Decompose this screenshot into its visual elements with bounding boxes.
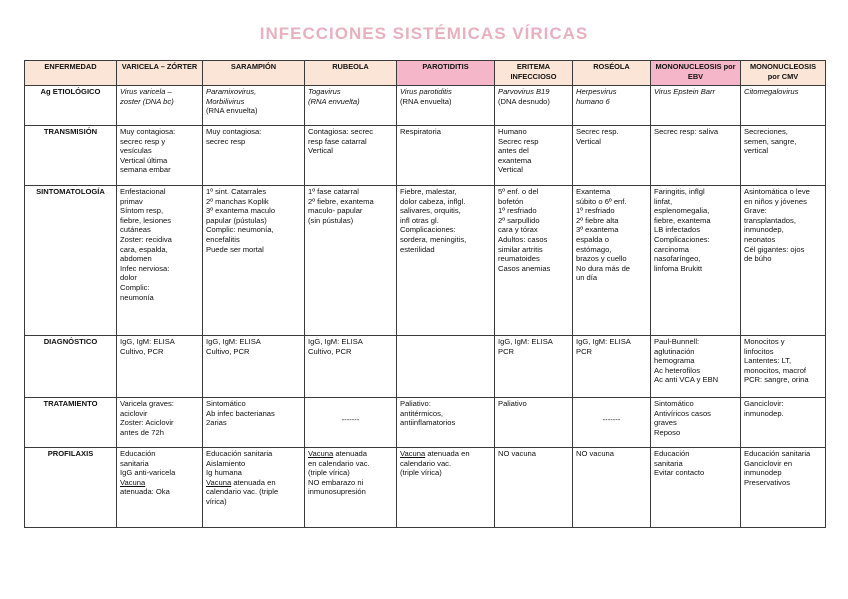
col-header-parotiditis: PAROTIDITIS [397,61,495,86]
cell-line: neonatos [744,234,776,244]
cell-line: semana embar [120,165,171,175]
cell-line: Citomegalovirus [744,87,799,96]
col-header-mono-cmv: MONONUCLEOSIS por CMV [741,61,826,86]
cell-line: Fiebre, malestar, [400,187,457,196]
cell-line: Varicela graves: [120,399,174,408]
cell-profilaxis-varicela [117,448,203,528]
cell-tratamiento-roseola [573,398,651,448]
cell-line: Cultivo, PCR [120,346,164,356]
cell-line: Zoster: recidiva [120,234,172,244]
cell-line: Sintomático [206,399,246,408]
col-header-sarampion: SARAMPIÓN [203,61,305,86]
cell-line: Muy contagiosa: [206,127,262,136]
cell-line: Educación [654,449,690,458]
cell-line: calendario vac. [400,458,452,468]
cell-line: Evitar contacto [654,468,705,478]
cell-line: Vertical [576,136,601,146]
cell-line: Respiratoria [400,127,441,136]
cell-line: fiebre, exantema [654,215,711,225]
cell-line: vesículas [120,146,152,156]
cell-line: vertical [744,146,769,156]
cell-line: maculo- papular [308,206,363,216]
cell-line: Asintomática o leve [744,187,810,196]
cell-line: IgG, IgM: ELISA [206,337,261,346]
cell-line: Faringitis, inflgl [654,187,705,196]
col-header-eritema: ERITEMA INFECCIOSO [495,61,573,86]
cell-line: reumatoides [498,254,540,264]
cell-line: transplantados, [744,215,796,225]
cell-line: Ig humana [206,468,242,478]
cell-sintomatologia-rubeola [305,186,397,336]
cell-line: 2º manchas Koplik [206,196,269,206]
cell-line: PCR [576,346,593,356]
cell-line: brazos y cuello [576,254,627,264]
cell-line: (RNA envuelta) [400,96,452,106]
cell-line: Togavirus [308,87,341,96]
cell-line: aglutinación [654,346,695,356]
cell-line: Antivíricos casos [654,408,711,418]
cell-transmision-parotiditis [397,126,495,186]
cell-line: antes de 72h [120,427,164,437]
cell-sintomatologia-sarampion [203,186,305,336]
cell-line: No dura más de [576,263,631,273]
cell-line: (triple vírica) [400,468,442,478]
cell-line: 2º sarpullido [498,215,540,225]
cell-line: 1º resfriado [498,206,537,216]
col-header-rubeola: RUBEOLA [305,61,397,86]
cell-line: Vertical [498,165,523,175]
cell-line: 1º sint. Catarrales [206,187,267,196]
cell-line: Educación sanitaria [744,449,811,458]
row-label-diagnostico: DIAGNÓSTICO [25,336,117,398]
cell-line: 2º fiebre alta [576,215,619,225]
cell-line: 1º resfriado [576,206,615,216]
cell-line: Paliativo: [400,399,431,408]
cell-line: Zoster: Aciclovir [120,418,174,428]
cell-ag-etiologico-varicela [117,86,203,126]
cell-sintomatologia-parotiditis [397,186,495,336]
row-label-transmision: TRANSMISIÓN [25,126,117,186]
cell-line: inmunodep. [744,408,784,418]
cell-transmision-roseola [573,126,651,186]
cell-line: PCR: sangre, orina [744,375,809,385]
cell-line: ------- [341,415,360,424]
cell-sintomatologia-eritema [495,186,573,336]
cell-line: Complicaciones: [654,234,710,244]
cell-diagnostico-mono-ebv [651,336,741,398]
cell-line: Cultivo, PCR [206,346,250,356]
cell-profilaxis-eritema [495,448,573,528]
cell-line: Monocitos y [744,337,785,346]
cell-line: IgG anti-varicela [120,468,176,478]
cell-line: 3º exantema [576,225,619,235]
cell-diagnostico-varicela [117,336,203,398]
cell-line: cutáneas [120,225,151,235]
cell-line: calendario vac. (triple [206,487,279,497]
cell-line: Virus parotiditis [400,87,452,96]
cell-diagnostico-mono-cmv [741,336,826,398]
cell-diagnostico-parotiditis [397,336,495,398]
cell-line: súbito o 6º enf. [576,196,627,206]
cell-line: Educación [120,449,156,458]
cell-transmision-rubeola [305,126,397,186]
row-profilaxis [25,448,826,528]
cell-line: Vacuna atenuada en [206,477,276,487]
cell-line: vírica) [206,496,227,506]
cell-line: PCR [498,346,515,356]
cell-line: secrec resp [206,136,246,146]
cell-diagnostico-sarampion [203,336,305,398]
cell-line: Complic: [120,282,150,292]
cell-ag-etiologico-mono-ebv [651,86,741,126]
cell-line: sanitaria [120,458,149,468]
cell-tratamiento-varicela [117,398,203,448]
cell-line: Vacuna atenuada [308,449,367,458]
cell-line: salivares, orquitis, [400,206,461,216]
cell-line: resp fase catarral [308,136,367,146]
cell-tratamiento-mono-ebv [651,398,741,448]
cell-line: cara, espalda, [120,244,168,254]
cell-line: inmunodep [744,468,782,478]
cell-line: Ac anti VCA y EBN [654,375,719,385]
cell-line: IgG, IgM: ELISA [120,337,175,346]
cell-ag-etiologico-mono-cmv [741,86,826,126]
cell-line: primav [120,196,143,206]
cell-diagnostico-eritema [495,336,573,398]
cell-line: Lantentes: LT, [744,356,792,366]
cell-line: Herpesvirus [576,87,617,96]
cell-line: Síntom resp, [120,206,164,216]
cell-line: neumonía [120,292,154,302]
cell-line: inmunosupresión [308,487,366,497]
cell-line: 5º enf. o del [498,187,539,196]
cell-ag-etiologico-roseola [573,86,651,126]
cell-line: 1º fase catarral [308,187,359,196]
cell-line: IgG, IgM: ELISA [576,337,631,346]
cell-line: Cultivo, PCR [308,346,352,356]
cell-line: infl otras gl. [400,215,439,225]
cell-line: dolor [120,273,137,283]
cell-line: Adultos: casos [498,234,548,244]
cell-transmision-sarampion [203,126,305,186]
cell-line: Enfestacional [120,187,166,196]
cell-ag-etiologico-parotiditis [397,86,495,126]
cell-line: ------- [602,415,621,424]
cell-line: Cél gigantes: ojos [744,244,805,254]
cell-profilaxis-sarampion [203,448,305,528]
cell-line: un día [576,273,598,283]
cell-line: secrec resp y [120,136,166,146]
cell-line: inmunodep, [744,225,784,235]
cell-line: exantema [498,155,532,165]
cell-line: Humano [498,127,527,136]
cell-line: Ac heterofilos [654,365,701,375]
cell-line: linfocitos [744,346,774,356]
cell-line: de búho [744,254,772,264]
cell-line: Muy contagiosa: [120,127,176,136]
cell-profilaxis-mono-cmv [741,448,826,528]
cell-profilaxis-roseola [573,448,651,528]
cell-line: similar artritis [498,244,543,254]
cell-transmision-eritema [495,126,573,186]
cell-line: Secrec resp: saliva [654,127,719,136]
cell-line: Secreciones, [744,127,788,136]
cell-line: espalda o [576,234,609,244]
cell-line: NO vacuna [576,449,614,458]
cell-line: Vertical última [120,155,168,165]
row-label-ag-etiologico: Ag ETIOLÓGICO [25,86,117,126]
cell-sintomatologia-varicela [117,186,203,336]
cell-line: monocitos, macrof [744,365,807,375]
row-sintomatologia [25,186,826,336]
cell-line: en niños y jóvenes [744,196,807,206]
row-tratamiento [25,398,826,448]
cell-line: Paramixovirus, [206,87,257,96]
cell-sintomatologia-mono-cmv [741,186,826,336]
cell-line: Complic: neumonía, [206,225,274,235]
cell-line: Morbilivirus [206,96,245,106]
cell-line: IgG, IgM: ELISA [498,337,553,346]
row-label-tratamiento: TRATAMIENTO [25,398,117,448]
cell-line: Virus Epstein Barr [654,87,716,96]
cell-line: (RNA envuelta) [308,96,360,106]
cell-line: antitérmicos, [400,408,444,418]
cell-line: sanitaria [654,458,683,468]
cell-line: aciclovir [120,408,148,418]
cell-line: bofetón [498,196,524,206]
cell-line: (RNA envuelta) [206,106,258,116]
cell-line: NO embarazo ni [308,477,364,487]
cell-line: esterilidad [400,244,435,254]
infections-table [24,60,826,528]
cell-line: Infec nerviosa: [120,263,170,273]
cell-ag-etiologico-eritema [495,86,573,126]
cell-line: 2arias [206,418,227,428]
cell-line: linfoma Brukitt [654,263,703,273]
cell-line: Grave: [744,206,767,216]
cell-transmision-varicela [117,126,203,186]
cell-line: (DNA desnudo) [498,96,550,106]
cell-line: fiebre, lesiones [120,215,172,225]
cell-line: en calendario vac. [308,458,370,468]
cell-line: Ganciclovir en [744,458,793,468]
cell-line: sordera, meningitis, [400,234,467,244]
cell-line: Secrec resp [498,136,539,146]
cell-line: Secrec resp. [576,127,619,136]
cell-line: Educación sanitaria [206,449,273,458]
cell-line: Vacuna atenuada en [400,449,470,458]
cell-line: 2º fiebre, exantema [308,196,374,206]
cell-line: Reposo [654,427,681,437]
cell-line: Preservativos [744,477,791,487]
cell-line: graves [654,418,677,428]
cell-sintomatologia-mono-ebv [651,186,741,336]
cell-line: Vacuna [120,477,146,487]
cell-line: estómago, [576,244,612,254]
cell-line: Paliativo [498,399,527,408]
row-transmision [25,126,826,186]
cell-line: Puede ser mortal [206,244,264,254]
cell-ag-etiologico-sarampion [203,86,305,126]
cell-line: Ganciclovir: [744,399,784,408]
cell-line: esplenomegalia, [654,206,710,216]
cell-line: atenuada: Oka [120,487,170,497]
cell-line: humano 6 [576,96,610,106]
cell-ag-etiologico-rubeola [305,86,397,126]
row-label-profilaxis: PROFILAXIS [25,448,117,528]
cell-line: Contagiosa: secrec [308,127,374,136]
cell-line: hemograma [654,356,695,366]
cell-line: nasofaríngeo, [654,254,701,264]
cell-line: linfat, [654,196,673,206]
col-header-roseola: ROSÉOLA [573,61,651,86]
cell-line: zoster (DNA bc) [120,96,174,106]
cell-line: Casos anemias [498,263,551,273]
cell-line: Aislamiento [206,458,246,468]
cell-line: Parvovirus B19 [498,87,550,96]
cell-line: Virus varicela – [120,87,172,96]
cell-line: Sintomático [654,399,694,408]
row-label-sintomatologia: SINTOMATOLOGÍA [25,186,117,336]
cell-diagnostico-rubeola [305,336,397,398]
col-header-varicela: VARICELA – ZÓRTER [117,61,203,86]
cell-line: abdomen [120,254,152,264]
cell-line: Exantema [576,187,611,196]
header-row [25,61,826,86]
cell-tratamiento-rubeola [305,398,397,448]
cell-line: (triple vírica) [308,468,350,478]
cell-line: cara y tórax [498,225,538,235]
cell-line: IgG, IgM: ELISA [308,337,363,346]
cell-tratamiento-sarampion [203,398,305,448]
cell-line: papular (pústulas) [206,215,267,225]
col-header-enfermedad: ENFERMEDAD [25,61,117,86]
cell-profilaxis-rubeola [305,448,397,528]
cell-line: antiinflamatorios [400,418,456,428]
row-diagnostico [25,336,826,398]
cell-line: 3º exantema maculo [206,206,276,216]
cell-line: Ab infec bacterianas [206,408,275,418]
cell-transmision-mono-cmv [741,126,826,186]
cell-tratamiento-mono-cmv [741,398,826,448]
cell-line: NO vacuna [498,449,536,458]
cell-line: (sin pústulas) [308,215,354,225]
cell-line: carcinoma [654,244,690,254]
row-ag-etiologico [25,86,826,126]
cell-tratamiento-eritema [495,398,573,448]
cell-line: dolor cabeza, inflgl. [400,196,466,206]
col-header-mono-ebv: MONONUCLEOSIS por EBV [651,61,741,86]
cell-line: semen, sangre, [744,136,797,146]
cell-profilaxis-mono-ebv [651,448,741,528]
cell-line: Paul-Bunnell: [654,337,700,346]
cell-line: Vertical [308,146,333,156]
cell-line: Complicaciones: [400,225,456,235]
page-title: INFECCIONES SISTÉMICAS VÍRICAS [259,24,589,43]
cell-diagnostico-roseola [573,336,651,398]
cell-line: antes del [498,146,529,156]
cell-transmision-mono-ebv [651,126,741,186]
cell-line: LB infectados [654,225,701,235]
cell-sintomatologia-roseola [573,186,651,336]
cell-profilaxis-parotiditis [397,448,495,528]
cell-tratamiento-parotiditis [397,398,495,448]
cell-line: encefalitis [206,234,240,244]
